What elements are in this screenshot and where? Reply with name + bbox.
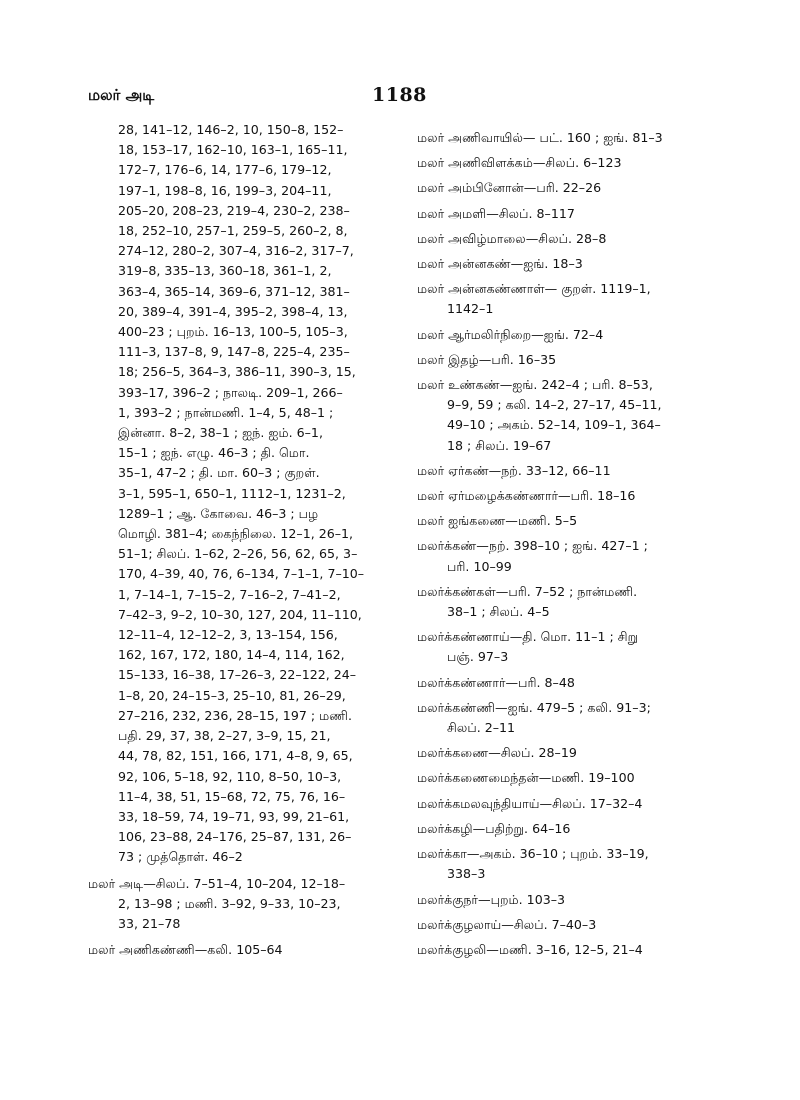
index-entry (417, 375, 717, 456)
index-entry (417, 768, 717, 788)
entry-headword-line: மலர்க்கண்ணாய்—தி. மொ. 11–1 ; சிறு (417, 629, 639, 645)
entry-continuation-line: 1, 7–14–1, 7–15–2, 7–16–2, 7–41–2, (118, 586, 341, 602)
entry-headword-line: மலர் அணிகண்ணி—கலி. 105–64 (88, 942, 283, 958)
index-entry (417, 536, 717, 576)
entry-continuation-line: பதி. 29, 37, 38, 2–27, 3–9, 15, 21, (118, 728, 331, 744)
index-entry (417, 794, 717, 814)
entry-continuation-line: 319–8, 335–13, 360–18, 361–1, 2, (118, 263, 332, 279)
entry-continuation-line: 197–1, 198–8, 16, 199–3, 204–11, (118, 182, 332, 198)
index-entry (417, 153, 717, 173)
entry-continuation-line: 20, 389–4, 391–4, 395–2, 398–4, 13, (118, 303, 348, 319)
entry-continuation-line: 363–4, 365–14, 369–6, 371–12, 381– (118, 283, 350, 299)
entry-continuation-line: 49–10 ; அகம். 52–14, 109–1, 364– (447, 417, 661, 433)
index-entry (88, 120, 388, 868)
entry-headword-line: மலர்க்குழலாய்—சிலப். 7–40–3 (417, 916, 597, 932)
entry-continuation-line: 9–9, 59 ; கலி. 14–2, 27–17, 45–11, (447, 397, 662, 413)
entry-headword-line: மலர் ஏர்கண்—நற். 33–12, 66–11 (417, 462, 611, 478)
entry-headword-line: மலர் அன்னகண்ணாள்— குறள். 1119–1, (417, 281, 651, 297)
entry-headword-line: மலர் அம்பினோன்—பரி. 22–26 (417, 180, 602, 196)
index-entry (88, 874, 388, 935)
entry-continuation-line: 1–8, 20, 24–15–3, 25–10, 81, 26–29, (118, 687, 346, 703)
entry-continuation-line: 18; 256–5, 364–3, 386–11, 390–3, 15, (118, 364, 356, 380)
entry-headword-line: மலர் அடி—சிலப். 7–51–4, 10–204, 12–18– (88, 875, 346, 891)
entry-continuation-line: 38–1 ; சிலப். 4–5 (447, 604, 550, 620)
index-entry (417, 582, 717, 622)
index-entry (417, 819, 717, 839)
index-entry (417, 844, 717, 884)
entry-continuation-line: 11–4, 38, 51, 15–68, 72, 75, 76, 16– (118, 788, 346, 804)
index-entry (417, 279, 717, 319)
entry-continuation-line: பஞ். 97–3 (447, 649, 509, 665)
entry-continuation-line: சிலப். 2–11 (447, 720, 516, 736)
index-entry (417, 254, 717, 274)
page-number: 1188 (372, 84, 427, 106)
entry-headword-line: மலர் அணிவாயில்— பட். 160 ; ஐங். 81–3 (417, 130, 663, 145)
entry-continuation-line: 170, 4–39, 40, 76, 6–134, 7–1–1, 7–10– (118, 566, 365, 582)
left-column (88, 120, 388, 966)
entry-headword-line: மலர்க்கணைமைந்தன்—மணி. 19–100 (417, 770, 635, 786)
entry-continuation-line: 1289–1 ; ஆ. கோவை. 46–3 ; பழ (118, 505, 319, 521)
index-entry (417, 627, 717, 667)
entry-continuation-line: 162, 167, 172, 180, 14–4, 114, 162, (118, 647, 345, 663)
entry-continuation-line: 18, 252–10, 257–1, 259–5, 260–2, 8, (118, 223, 348, 239)
index-entry (88, 940, 388, 960)
index-entry (417, 915, 717, 935)
entry-continuation-line: 35–1, 47–2 ; தி. மா. 60–3 ; குறள். (118, 465, 320, 481)
entry-continuation-line: 3–1, 595–1, 650–1, 1112–1, 1231–2, (118, 485, 346, 501)
entry-continuation-line: 172–7, 176–6, 14, 177–6, 179–12, (118, 162, 332, 178)
index-entry (417, 204, 717, 224)
index-entry (417, 128, 717, 148)
entry-headword-line: மலர்க்கண்ணி—ஐங். 479–5 ; கலி. 91–3; (417, 699, 651, 715)
entry-headword-line: மலர் உண்கண்—ஐங். 242–4 ; பரி. 8–53, (417, 377, 653, 393)
entry-continuation-line: 400–23 ; புறம். 16–13, 100–5, 105–3, (118, 324, 348, 340)
entry-continuation-line: மொழி. 381–4; கைந்நிலை. 12–1, 26–1, (118, 526, 354, 542)
entry-headword-line: மலர் இதழ்—பரி. 16–35 (417, 351, 557, 367)
index-entry (417, 890, 717, 910)
entry-continuation-line: 18, 153–17, 162–10, 163–1, 165–11, (118, 142, 348, 158)
right-column (417, 128, 717, 965)
entry-headword-line: மலர் ஏர்மழைக்கண்ணார்—பரி. 18–16 (417, 488, 636, 504)
entry-continuation-line: 73 ; முத்தொள். 46–2 (118, 849, 243, 865)
entry-headword-line: மலர்க்கமலவுந்தியாய்—சிலப். 17–32–4 (417, 795, 643, 811)
index-entry (417, 229, 717, 249)
entry-headword-line: மலர்க்கண்ணார்—பரி. 8–48 (417, 674, 575, 690)
entry-continuation-line: 106, 23–88, 24–176, 25–87, 131, 26– (118, 829, 352, 845)
entry-continuation-line: 338–3 (447, 866, 486, 882)
entry-continuation-line: 44, 78, 82, 151, 166, 171, 4–8, 9, 65, (118, 748, 353, 764)
index-entry (417, 350, 717, 370)
entry-continuation-line: 92, 106, 5–18, 92, 110, 8–50, 10–3, (118, 768, 342, 784)
entry-continuation-line: 33, 18–59, 74, 19–71, 93, 99, 21–61, (118, 808, 350, 824)
index-entry (417, 511, 717, 531)
entry-continuation-line: 18 ; சிலப். 19–67 (447, 437, 552, 453)
entry-headword-line: மலர் அமளி—சிலப். 8–117 (417, 205, 575, 221)
entry-continuation-line: 393–17, 396–2 ; நாலடி. 209–1, 266– (118, 384, 343, 400)
entry-headword-line: மலர்க்கண்—நற். 398–10 ; ஐங். 427–1 ; (417, 538, 648, 554)
entry-headword-line: மலர்க்கண்கள்—பரி. 7–52 ; நான்மணி. (417, 583, 638, 599)
entry-headword-line: 28, 141–12, 146–2, 10, 150–8, 152– (118, 122, 344, 137)
index-entry (417, 673, 717, 693)
entry-headword-line: மலர்க்குழலி—மணி. 3–16, 12–5, 21–4 (417, 941, 643, 957)
index-entry (417, 486, 717, 506)
index-entry (417, 940, 717, 960)
running-head: மலர் அடி (88, 86, 155, 104)
index-entry (417, 178, 717, 198)
entry-headword-line: மலர்க்கழி—பதிற்று. 64–16 (417, 820, 571, 836)
index-entry (417, 325, 717, 345)
entry-continuation-line: 205–20, 208–23, 219–4, 230–2, 238– (118, 202, 350, 218)
entry-headword-line: மலர் அணிவிளக்கம்—சிலப். 6–123 (417, 155, 622, 171)
entry-headword-line: மலர் ஆர்மலிர்நிறை—ஐங். 72–4 (417, 326, 604, 342)
entry-continuation-line: 274–12, 280–2, 307–4, 316–2, 317–7, (118, 243, 354, 259)
index-entry (417, 743, 717, 763)
entry-continuation-line: 15–1 ; ஐந். எழு. 46–3 ; தி. மொ. (118, 445, 310, 461)
entry-continuation-line: 2, 13–98 ; மணி. 3–92, 9–33, 10–23, (118, 895, 341, 911)
entry-headword-line: மலர்க்கணை—சிலப். 28–19 (417, 745, 577, 761)
entry-headword-line: மலர்க்கா—அகம். 36–10 ; புறம். 33–19, (417, 846, 649, 862)
index-entry (417, 698, 717, 738)
entry-continuation-line: 27–216, 232, 236, 28–15, 197 ; மணி. (118, 707, 352, 723)
entry-continuation-line: 51–1; சிலப். 1–62, 2–26, 56, 62, 65, 3– (118, 546, 358, 562)
entry-continuation-line: 33, 21–78 (118, 915, 181, 931)
entry-continuation-line: இன்னா. 8–2, 38–1 ; ஐந். ஐம். 6–1, (118, 425, 323, 441)
entry-headword-line: மலர்க்குநர்—புறம். 103–3 (417, 891, 566, 907)
entry-continuation-line: 1, 393–2 ; நான்மணி. 1–4, 5, 48–1 ; (118, 404, 334, 420)
entry-continuation-line: பரி. 10–99 (447, 558, 512, 574)
entry-continuation-line: 111–3, 137–8, 9, 147–8, 225–4, 235– (118, 344, 350, 360)
entry-continuation-line: 1142–1 (447, 301, 494, 317)
entry-headword-line: மலர் ஐங்கணை—மணி. 5–5 (417, 513, 578, 529)
entry-continuation-line: 15–133, 16–38, 17–26–3, 22–122, 24– (118, 667, 357, 683)
entry-headword-line: மலர் அன்னகண்—ஐங். 18–3 (417, 256, 583, 272)
index-entry (417, 461, 717, 481)
entry-headword-line: மலர் அவிழ்மாலை—சிலப். 28–8 (417, 230, 607, 246)
entry-continuation-line: 12–11–4, 12–12–2, 3, 13–154, 156, (118, 627, 338, 643)
entry-continuation-line: 7–42–3, 9–2, 10–30, 127, 204, 11–110, (118, 606, 362, 622)
